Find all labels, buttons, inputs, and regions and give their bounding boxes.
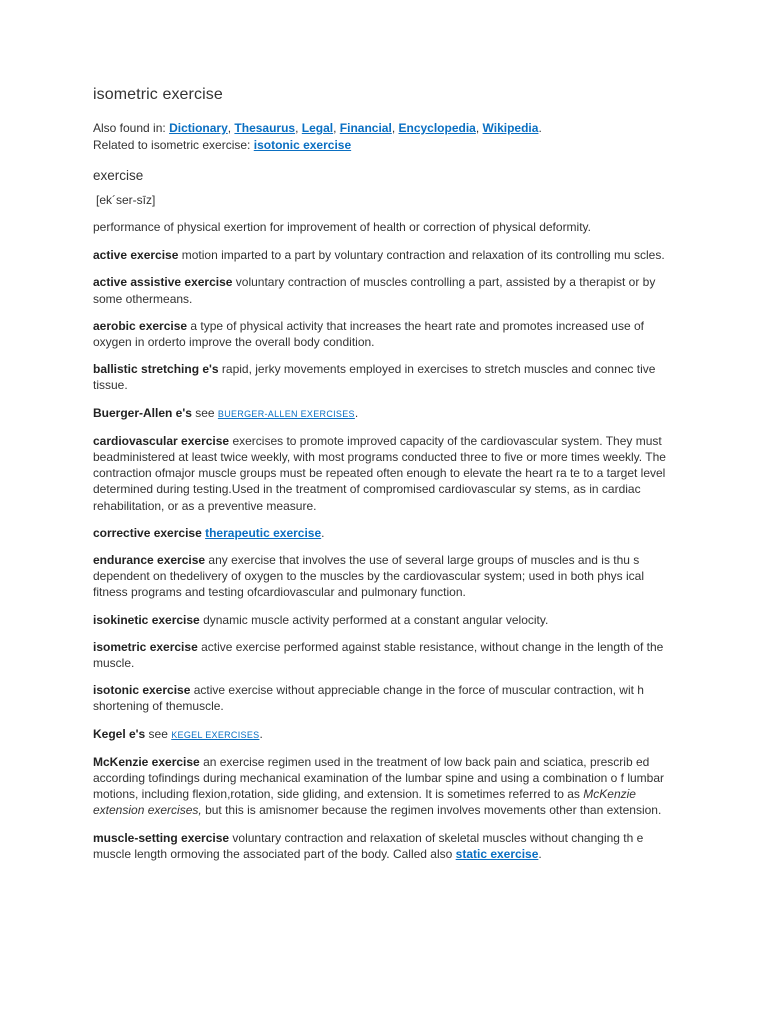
headword: exercise: [93, 168, 144, 183]
entry-italic-text: McKenzie extension exercises,: [93, 787, 636, 818]
entry-corrective-exercise: [93, 525, 680, 541]
entry-active-assistive-exercise: [93, 274, 680, 306]
pronunciation: [ek´ser-sīz]: [96, 193, 156, 207]
entry-text: rapid, jerky movements employed in exercises to stretch muscles and connec tive tissue.: [93, 362, 656, 393]
entry-isokinetic-exercise: [93, 612, 680, 628]
entry-term: ballistic stretching e's: [93, 362, 219, 377]
entry-term: active exercise: [93, 248, 179, 263]
separator: ,: [295, 121, 302, 135]
entry-term: isotonic exercise: [93, 683, 191, 698]
entry-term: McKenzie exercise: [93, 754, 200, 769]
wikipedia-link[interactable]: Wikipedia: [482, 121, 539, 135]
entry-ballistic-stretching: [93, 361, 680, 393]
entry-text: active exercise performed against stable resistance, without change in the length of the muscle.: [93, 639, 664, 671]
entry-term: Kegel e's: [93, 726, 146, 741]
entry-text: dynamic muscle activity performed at a constant angular velocity.: [199, 612, 549, 627]
entry-isometric-exercise: [93, 639, 680, 671]
entry-end: .: [321, 525, 325, 540]
entry-term: Buerger-Allen e's: [93, 405, 192, 420]
found-in-line: [93, 120, 680, 137]
entry-text: an exercise regimen used in the treatment of low back pain and sciatica, prescrib ed according tofindings during mechanical examination of the lumbar spine and using a combination o f lumbar motions, including flexion,rotation, side gliding, and extension. It is sometimes referred to as: [93, 754, 665, 802]
see-label: see: [145, 726, 172, 741]
see-label: see: [191, 405, 218, 420]
buerger-allen-link[interactable]: BUERGER-ALLEN EXERCISES: [217, 408, 355, 419]
separator: ,: [333, 121, 340, 135]
separator: ,: [475, 121, 483, 135]
separator: ,: [227, 121, 235, 135]
entry-buerger-allen: [93, 405, 680, 422]
entry-endurance-exercise: [93, 552, 680, 601]
entry-text: active exercise without appreciable change in the force of muscular contraction, wit h shortening of themuscle.: [93, 683, 644, 714]
entry-text: voluntary contraction and relaxation of skeletal muscles without changing th e muscle length ormoving the associated part of the body. Called also: [93, 830, 644, 861]
entry-text: motion imparted to a part by voluntary contraction and relaxation of its controlling mu scles.: [178, 248, 665, 263]
therapeutic-exercise-link[interactable]: therapeutic exercise: [205, 525, 322, 540]
entry-text: a type of physical activity that increases the heart rate and promotes increased use of oxygen in orderto improve the overall body condition.: [93, 318, 644, 350]
entry-text: any exercise that involves the use of several large groups of muscles and is thu s dependent on thedelivery of oxygen to the muscles by the cardiovascular system; used in both phys ical fitness programs and testing ofcardiovascular and pulmonary function.: [93, 553, 644, 600]
entry-term: aerobic exercise: [93, 318, 188, 333]
entry-text: exercises to promote improved capacity of the cardiovascular system. They must beadministered at least twice weekly, with most programs conducted three to five or more times weekly. The contraction ofmajor muscle groups must be repeated often enough to elevate the heart ra te to a target level determined during testing.Used in the treatment of compromised cardiovascular sy stems, as in cardiac rehabilitation, or as a preventive measure.: [93, 433, 666, 513]
entry-aerobic-exercise: [93, 318, 680, 350]
entry-end: .: [354, 405, 359, 420]
related-label: Related to isometric exercise:: [93, 138, 251, 152]
main-definition: performance of physical exertion for improvement of health or correction of physical deformity.: [93, 220, 591, 234]
entry-term: isokinetic exercise: [93, 612, 200, 627]
separator: ,: [391, 121, 399, 135]
entry-text-continued: but this is amisnomer because the regimen involves movements other than extension.: [201, 803, 662, 818]
thesaurus-link[interactable]: Thesaurus: [234, 121, 296, 135]
entry-cardiovascular-exercise: [93, 433, 680, 514]
related-line: [93, 137, 680, 154]
entry-text: voluntary contraction of muscles controlling a part, assisted by a therapist or by some othermeans.: [93, 275, 656, 306]
entry-muscle-setting-exercise: [93, 830, 680, 862]
entry-end: .: [259, 726, 263, 741]
legal-link[interactable]: Legal: [301, 121, 334, 135]
static-exercise-link[interactable]: static exercise: [455, 846, 539, 861]
dictionary-link[interactable]: Dictionary: [169, 121, 228, 135]
entry-term: active assistive exercise: [93, 275, 233, 290]
encyclopedia-link[interactable]: Encyclopedia: [398, 121, 476, 135]
found-in-end: .: [538, 121, 542, 135]
financial-link[interactable]: Financial: [339, 121, 392, 135]
entry-active-exercise: [93, 247, 680, 263]
entry-term: corrective exercise: [93, 525, 202, 540]
entry-term: isometric exercise: [93, 639, 198, 654]
entry-kegel: [93, 726, 680, 743]
entry-end: .: [538, 846, 542, 861]
entry-term: endurance exercise: [93, 553, 206, 568]
entry-term: cardiovascular exercise: [93, 433, 230, 448]
entry-isotonic-exercise: [93, 682, 680, 714]
related-link[interactable]: isotonic exercise: [253, 138, 352, 152]
entry-mckenzie-exercise: [93, 754, 680, 819]
found-in-label: Also found in:: [93, 121, 166, 135]
kegel-exercises-link[interactable]: KEGEL EXERCISES: [171, 729, 260, 740]
page-title: isometric exercise: [93, 86, 223, 103]
entry-term: muscle-setting exercise: [93, 830, 230, 845]
